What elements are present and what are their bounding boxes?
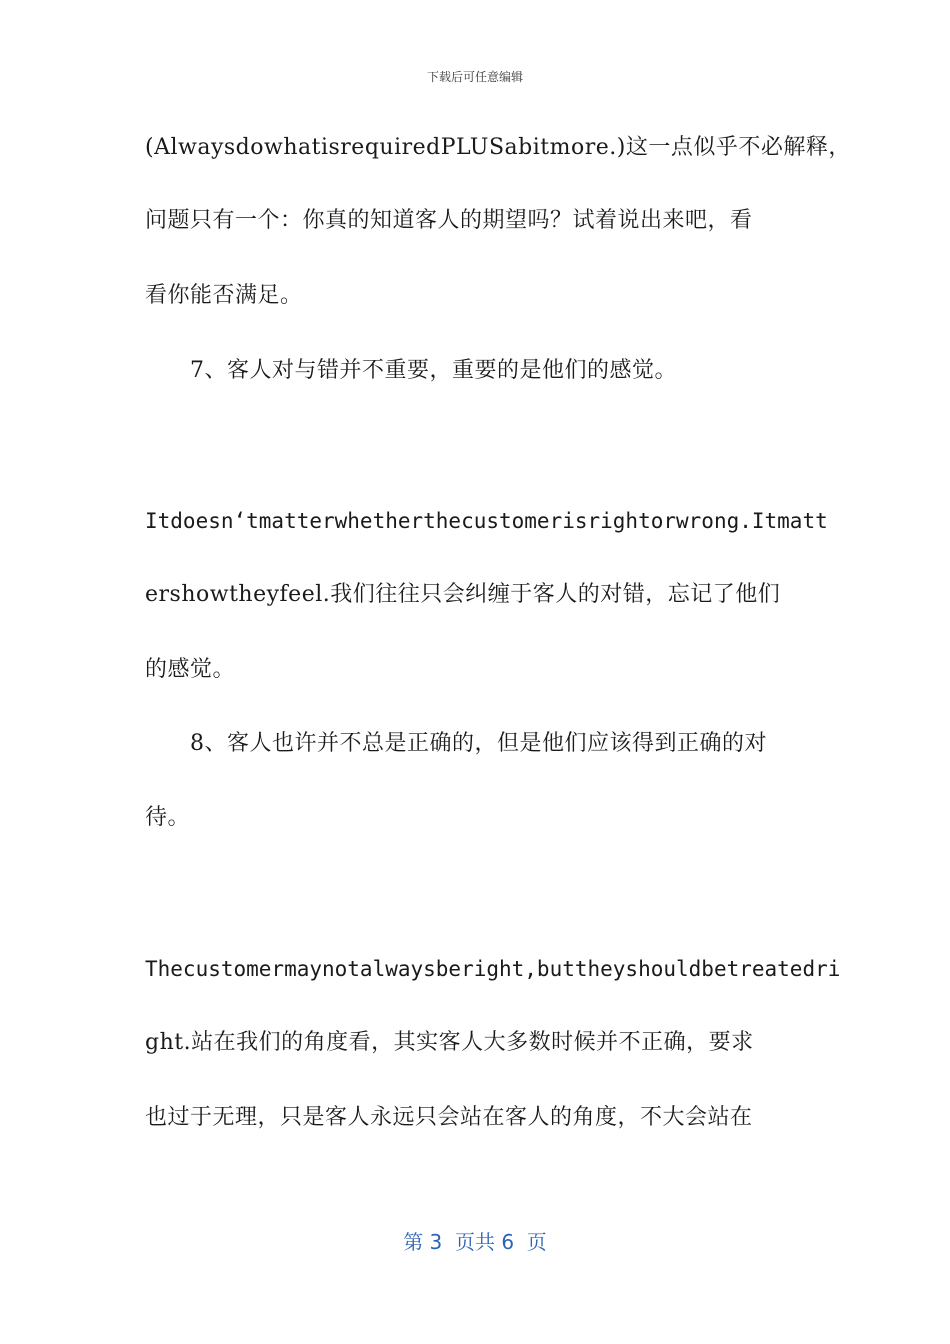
body-line-10: Thecustomermaynotalwaysberight,buttheyshouldbetreatedri [145,957,841,981]
body-line-7: 的感觉。 [145,657,236,682]
body-line-1: (AlwaysdowhatisrequiredPLUSabitmore.)这一点似乎不必解释， [145,135,851,160]
body-line-9: 待。 [145,805,191,830]
body-line-11: ght.站在我们的角度看，其实客人大多数时候并不正确，要求 [145,1030,754,1055]
body-line-2: 问题只有一个：你真的知道客人的期望吗？试着说出来吧，看 [145,208,753,233]
body-line-6: ershowtheyfeel.我们往往只会纠缠于客人的对错，忘记了他们 [145,582,781,607]
body-line-4: 7、客人对与错并不重要，重要的是他们的感觉。 [190,358,677,383]
body-line-8: 8、客人也许并不总是正确的，但是他们应该得到正确的对 [190,731,767,756]
page-number: 第 3 页共 6 页 [403,1230,547,1254]
page-header: 下载后可任意编辑 [426,70,523,84]
body-line-5: Itdoesn‘tmatterwhetherthecustomerisrightorwrong.Itmatt [145,509,828,533]
body-line-12: 也过于无理，只是客人永远只会站在客人的角度，不大会站在 [145,1105,753,1130]
body-line-3: 看你能否满足。 [145,283,303,308]
